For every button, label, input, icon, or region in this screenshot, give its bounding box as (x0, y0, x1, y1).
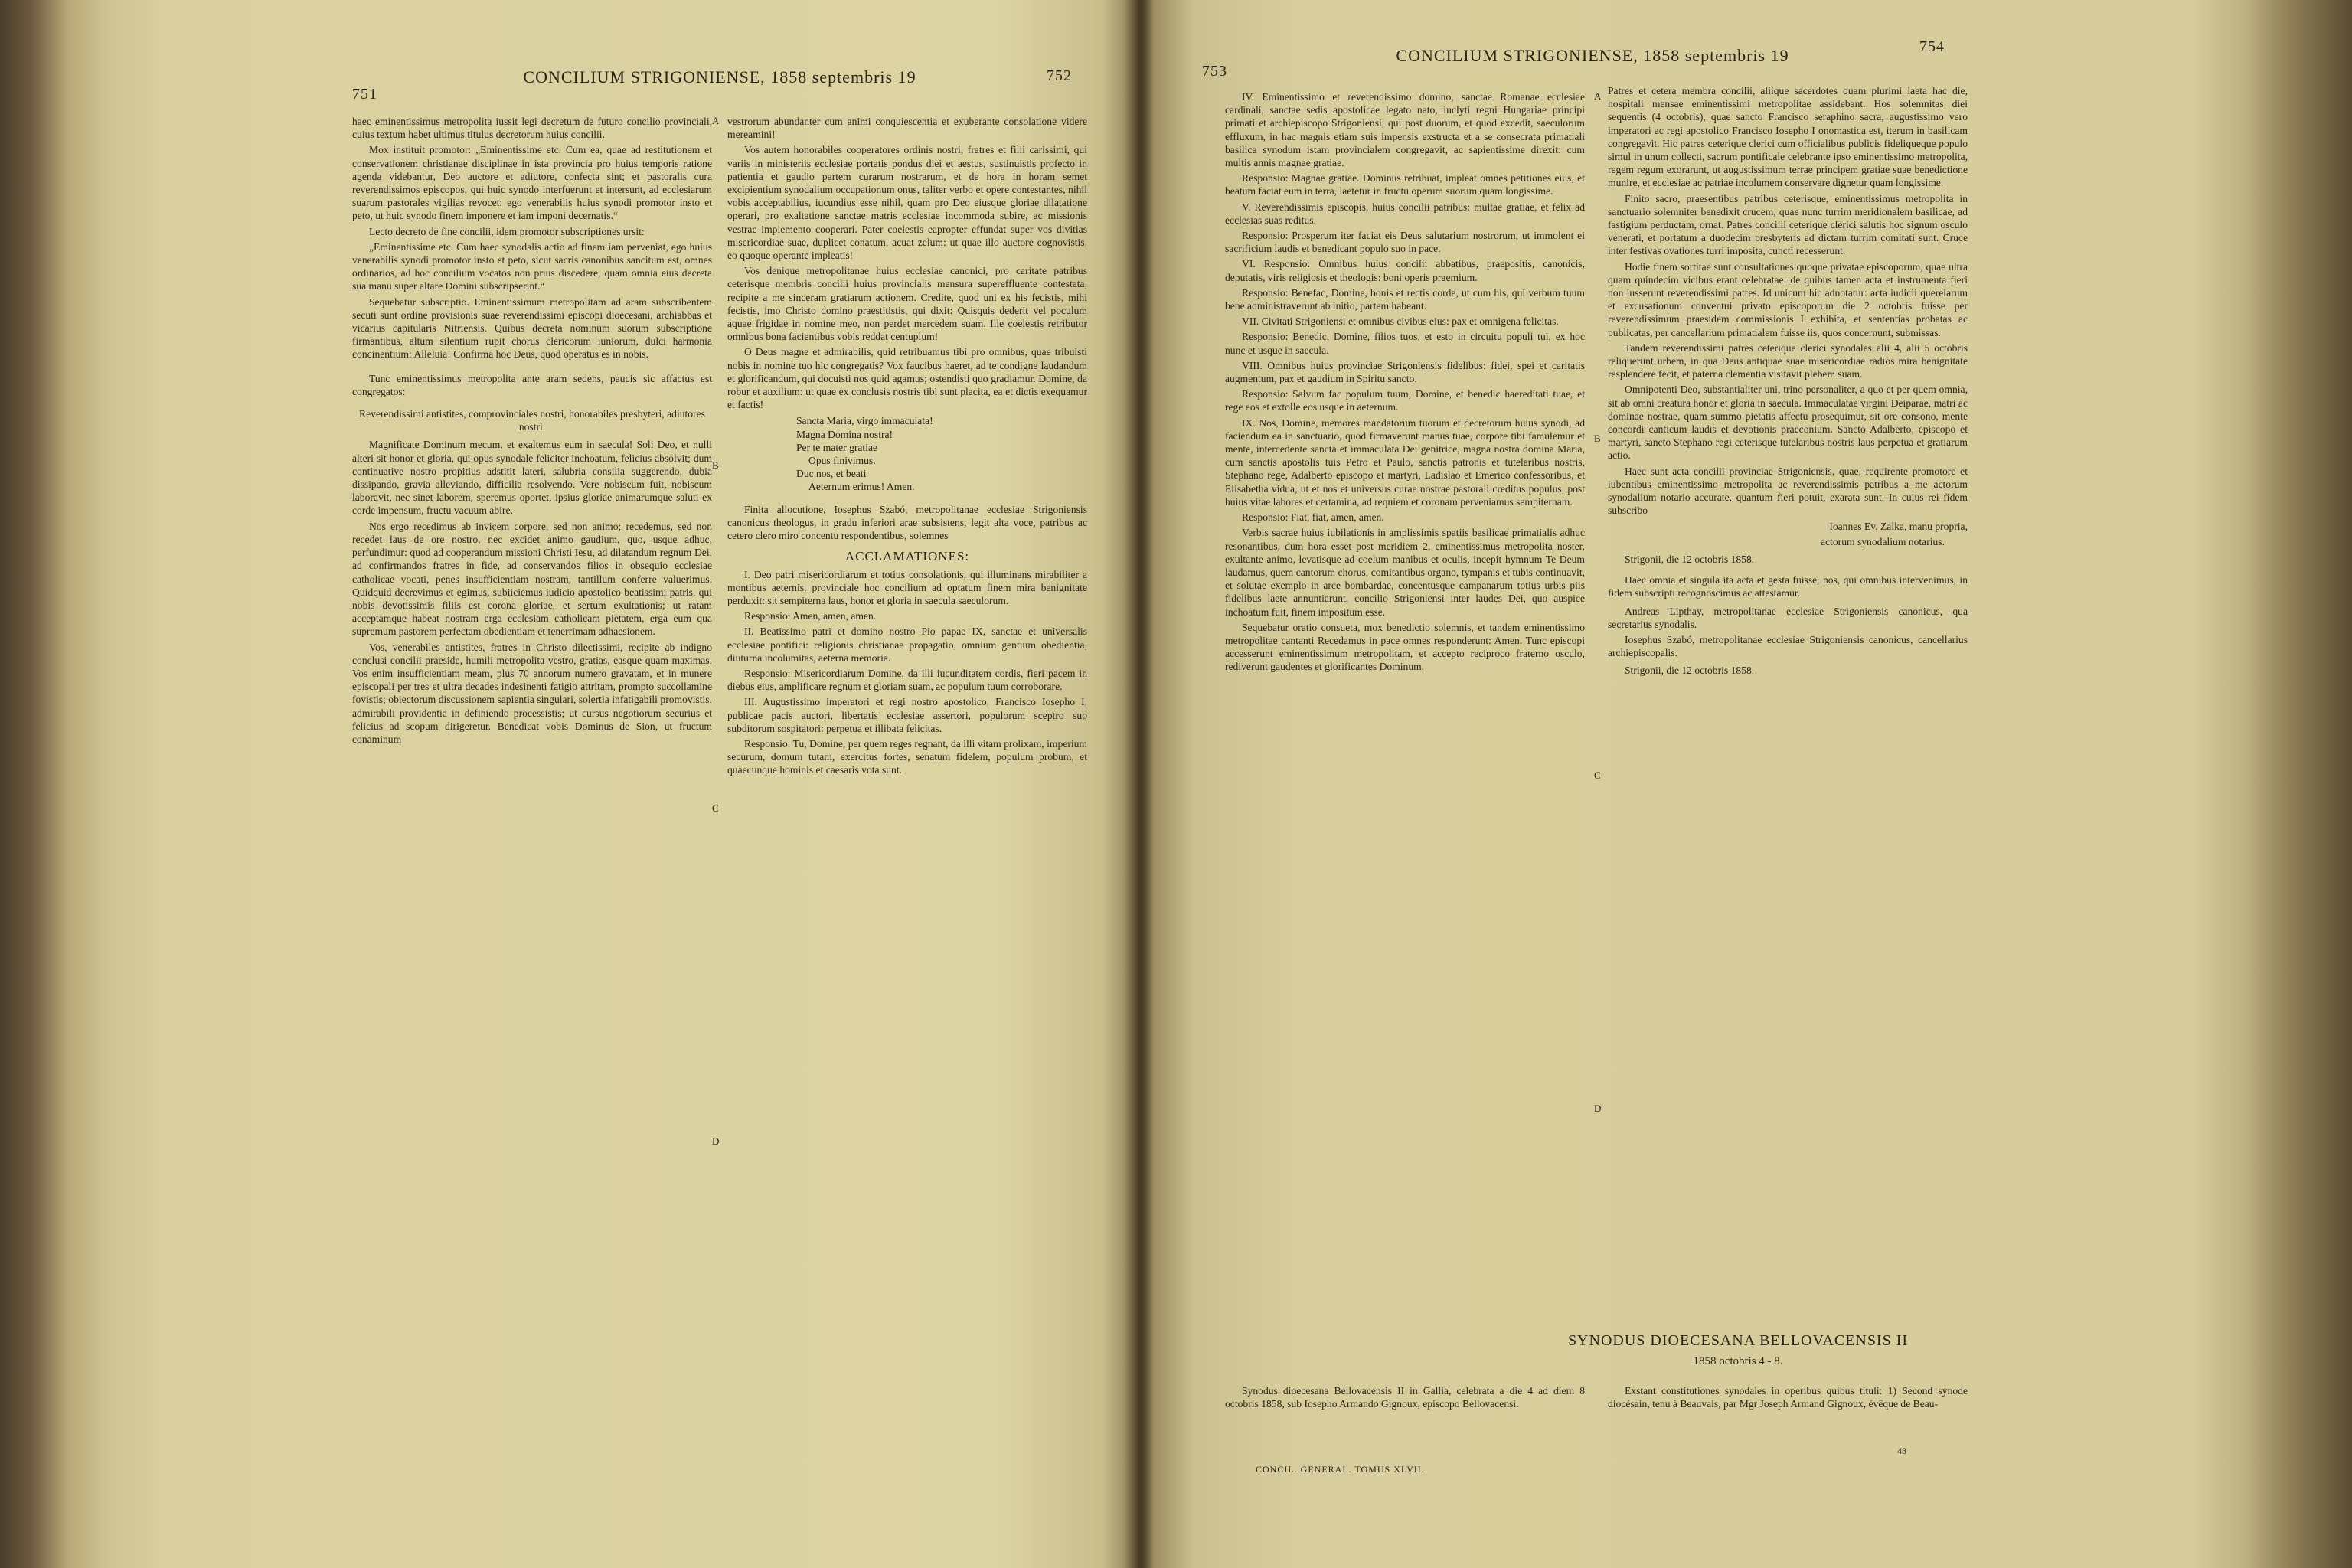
signature: Iosephus Szabó, metropolitanae ecclesiae Strigoniensis canonicus, cancellarius archiepiscopalis. (1608, 633, 1968, 659)
margin-marker: C (1594, 769, 1601, 781)
margin-marker: A (1594, 90, 1602, 102)
signature: actorum synodalium notarius. (1821, 535, 1945, 547)
paragraph: haec eminentissimus metropolita iussit legi decretum de futuro concilio provinciali, cuius textum habet ultimus titulus decretorum huius concilii. (352, 116, 712, 141)
margin-marker: B (1594, 433, 1601, 444)
margin-marker: B (712, 459, 719, 471)
response: Responsio: Magnae gratiae. Dominus retribuat, impleat omnes petitiones eius, et beatum faciat eum in terra, laetetur in fructu operum suorum quam longissime. (1225, 172, 1585, 198)
right-page (1194, 0, 1991, 1568)
paragraph: Mox instituit promotor: „Eminentissime etc. Cum ea, quae ad restitutionem et conservationem christianae disciplinae in ista provincia pro huius temporis ratione agenda videbantur, Deo auctore et adiutore, confecta sint; et pastoralis cura reverendissimos episcopos, qui huic synodo interfuerunt et intersunt, ad ecclesiarum suarum pastorales vigilias revocet: ego venerabilis huius synodi promotor insto et peto, ut huic synodo finem imponere et iam imponi decernatis.“ (352, 144, 712, 222)
section-date: 1858 octobris 4 - 8. (1693, 1355, 1783, 1367)
address-line: Reverendissimi antistites, comprovinciales nostri, honorabiles presbyteri, adiutores nostri. (359, 408, 705, 433)
text-column (352, 115, 712, 748)
hymn-line: Magna Domina nostra! (796, 428, 893, 440)
paragraph: Vos, venerabiles antistites, fratres in Christo dilectissimi, recipite ab indigno conclusi concilii praeside, humili metropolita vestro, gratias, easque quam maximas. Vos enim insufficientiam meam, plus 70 annorum numero gravatam, et in munere episcopali per tres et ultra decades indesinenti fatigio attritam, prompto succollamine fovistis; obiectorum discussionem sapientia singulari, solertia infatigabili promovistis, admirabili providentia in definiendo processistis; ut cursus negotiorum securius et felicius ad scopum dirigeretur. Benedicat vobis Dominus de Sion, ut fructum conaminum (352, 641, 712, 745)
left-page (337, 0, 1102, 1568)
paragraph: Patres et cetera membra concilii, aliique sacerdotes quam plurimi laeta hac die, hospitali mensae eminentissimi metropolitae assidebant. Hos solemnitas diei sequentis (4 octobris), quae sancto Francisco seraphino sacra, augustissimo vero imperatori ac regi apostolico Francisco Iosepho I onomastica est, iterum in basilicam congregavit. Hic patres ceterique clerici cum officialibus publicis fideliqueque populo simul in unum collecti, sacrum pontificale celebrante ipso eminentissimo metropolita, regem regum exorarunt, ut augustissimum terrae principem gratiae suae benedictione munire, et ecclesiae ac patriae incolumem conservare dignetur quam longissime. (1608, 85, 1968, 189)
paragraph: Omnipotenti Deo, substantialiter uni, trino personaliter, a quo et per quem omnia, sit ab omni creatura honor et gloria in saecula. Immaculatae virgini Deiparae, matri ac dominae nostrae, quam summo pietatis affectu prosequimur, sit ore consono, mente concordi canticum laudis et devotionis praeconium. Sancto Adalberto, episcopo et martyri, sancto Stephano regi ceterisque tutelaribus nostris laus perpetua et gratiarum actio. (1608, 384, 1968, 462)
page-number: 753 (1202, 63, 1227, 80)
paragraph: Sequebatur oratio consueta, mox benedictio solemnis, et tandem eminentissimo metropolitae cantanti Recedamus in pace omnes responderunt: Amen. Tunc episcopi accesserunt eminentissimum metropolitam, et accepto reciproco fraterno osculo, rediverunt gaudentes et glorificantes Dominum. (1225, 621, 1585, 673)
paragraph: Vos autem honorabiles cooperatores ordinis nostri, fratres et filii carissimi, qui variis in ministeriis ecclesiae portatis pondus diei et aestus, sustinuistis profecto in patientia et gaudio partem curarum nostrarum, et de hora in horam semet excipientium synodalium occupationum onus, taliter verbo et opere contestantes, nihil vobis acceptabilius, iucundius esse nihil, quam pro Deo eiusque gloriae dilatatione operari, pro exaltatione sanctae matris ecclesiae incommoda subire, ac missionis vestrae implemento cooperari. Pater coelestis eapropter effundat super vos divitias misericordiae suae, duplicet conatum, acuat zelum: ut quae illo auctore cognovistis, eo quoque operante impleatis! (727, 144, 1087, 262)
running-title: CONCILIUM STRIGONIENSE, 1858 septembris 19 (1396, 46, 1789, 65)
hymn (796, 414, 1087, 493)
running-head-right (1194, 38, 1991, 80)
book-gutter (1124, 0, 1155, 1568)
signature: Andreas Lipthay, metropolitanae ecclesiae Strigoniensis canonicus, qua secretarius synodalis. (1608, 605, 1968, 630)
signature: Ioannes Ev. Zalka, manu propria, (1829, 520, 1968, 532)
page-number: 754 (1919, 38, 1945, 55)
date-line: Strigonii, die 12 octobris 1858. (1625, 665, 1755, 677)
printer-signature: CONCIL. GENERAL. TOMUS XLVII. (1256, 1464, 1425, 1475)
date-line: Strigonii, die 12 octobris 1858. (1625, 553, 1755, 565)
acclamation: I. Deo patri misericordiarum et totius consolationis, qui illuminans mirabiliter a montibus aeternis, provinciale hoc concilium ad optatum finem mira benignitate perduxit: sit sempiterna laus, honor et gloria in saecula saeculorum. (727, 568, 1087, 606)
sheet-number: 48 (1897, 1446, 1906, 1456)
acclamation: IX. Nos, Domine, memores mandatorum tuorum et decretorum huius synodi, ad faciendum ea in sanctuario, quod firmaverunt manus tuae, corpore tibi famulemur et mente, intercedente sancta et immaculata Dei genitrice, magna nostra domina Maria, cum sanctis apostolis tuis Petro et Paulo, sanctis patronis et tutelaribus nostris, Stephano rege, Adalberto episcopo et martyri, Ladislao et Emerico confessoribus, et Elisabetha vidua, ut et nos et universus curae nostrae pastorali creditus populus, post huius vitae labores et certamina, ad requiem et coronam perveniamus sempiternam. (1225, 416, 1585, 508)
section-title: SYNODUS DIOECESANA BELLOVACENSIS II (1567, 1332, 1909, 1349)
paragraph: Magnificate Dominum mecum, et exaltemus eum in saecula! Soli Deo, et nulli alteri sit honor et gloria, qui opus synodale feliciter inchoatum, felicius absolvit; dum continuative nostro propitius adstitit lateri, salubria consilia suggerendo, dubia dissipando, gravia alleviando, difficilia resolvendo. Vere nobiscum fuit, nobiscum laboravit, nec sinet laborem, speremus oportet, ipsius gloriae animarumque saluti ex corde impensum, fructu vacuum abire. (352, 439, 712, 517)
text-column (727, 115, 1087, 779)
text-column (1225, 90, 1585, 676)
hymn-line: Duc nos, et beati (796, 468, 867, 480)
margin-marker: D (1594, 1102, 1602, 1114)
paragraph: Nos ergo recedimus ab invicem corpore, sed non animo; recedemus, sed non recedet laus de ore nostro, nec excidet animo gaudium, quo, usque adhuc, perfundimur: quod ad cooperandum missioni Christi Iesu, ad dilatandum regnum Dei, ad confirmandos fratres in fide, ad conservandos filios in obsequio ecclesiae catholicae vocati, penes insufficientiam nostram, tantillum conferre valuerimus. Quidquid decrevimus et egimus, subiiciemus iudicio apostolico beatissimi patris, qui nobis devotissimis filiis est corona gloriae, et sertum exultationis; ut ratam acceptamque habeat nostram erga ecclesiam catholicam pietatem, erga eum qua supremum pastorem perfectam obedientiam et tenerrimam adhaesionem. (352, 520, 712, 638)
acclamation: VIII. Omnibus huius provinciae Strigoniensis fidelibus: fidei, spei et caritatis augmentum, pax et gaudium in Spiritu sancto. (1225, 359, 1585, 385)
acclamation: III. Augustissimo imperatori et regi nostro apostolico, Francisco Iosepho I, publicae pacis auctori, libertatis ecclesiae assertori, populorum sceptro suo subditorum sospitatori: perpetua et illibata felicitas. (727, 696, 1087, 734)
paragraph: Synodus dioecesana Bellovacensis II in Gallia, celebrata a die 4 ad diem 8 octobris 1858, sub Iosepho Armando Gignoux, episcopo Bellovacensi. (1225, 1385, 1585, 1410)
page-number: 751 (352, 86, 377, 103)
running-title: CONCILIUM STRIGONIENSE, 1858 septembris 19 (523, 67, 916, 87)
section-heading: ACCLAMATIONES: (844, 549, 970, 564)
paragraph: Tandem reverendissimi patres ceterique clerici synodales alii 4, alii 5 octobris reliquerunt urbem, in qua Deus antiquae suae misericordiae radios mira benignitate resplendere fecit, et paterna clementia visitavit plebem suam. (1608, 341, 1968, 381)
response: Responsio: Benedic, Domine, filios tuos, et esto in circuitu populi tui, ex hoc nunc et usque in saecula. (1225, 331, 1585, 356)
margin-marker: D (712, 1135, 720, 1147)
paragraph: Finita allocutione, Iosephus Szabó, metropolitanae ecclesiae Strigoniensis canonicus theologus, in gradu inferiori arae subsistens, legit alta voce, patribus ac cetero clero miro concentu respondentibus, solemnes (727, 503, 1087, 542)
paragraph: Sequebatur subscriptio. Eminentissimum metropolitam ad aram subscribentem secuti sunt ordine provisionis suae reverendissimi episcopi dioecesani, archiabbas et vicarius capitularis Nitriensis. Quibus decreta nominum suorum subscriptione firmantibus, altum silentium rupit chorus clericorum iuniorum, dulci harmonia concinentium: Alleluia! Confirma hoc Deus, quod operatus es in nobis. (352, 296, 712, 361)
paragraph: Lecto decreto de fine concilii, idem promotor subscriptiones ursit: (369, 225, 645, 237)
paragraph: Finito sacro, praesentibus patribus ceterisque, eminentissimus metropolita in sanctuario solemniter benedixit crucem, quae nunc turrim meridionalem basilicae, ad fastigium perductam, ornat. Patres concilii ceterique clerici salutis hoc signum osculo venerati, et portatum a duodecim presbyteris ad dictam turrim comitati sunt. Cruce inter festivas ovationes turri imposita, cuncti recesserunt. (1608, 192, 1968, 257)
response: Responsio: Amen, amen, amen. (744, 610, 877, 622)
response: Responsio: Salvum fac populum tuum, Domine, et benedic haereditati tuae, et rege eos et extolle eos usque in aeternum. (1225, 388, 1585, 413)
response: Responsio: Misericordiarum Domine, da illi iucunditatem cordis, fieri pacem in diebus eius, amplificare regnum et gloriam suam, ac populum tuum corroborare. (727, 667, 1087, 693)
text-column (1225, 1384, 1585, 1410)
paragraph: Exstant constitutiones synodales in operibus quibus tituli: 1) Second synode diocésain, tenu à Beauvais, par Mgr Joseph Armand Gignoux, évêque de Beau- (1608, 1385, 1968, 1410)
acclamation: IV. Eminentissimo et reverendissimo domino, sanctae Romanae ecclesiae cardinali, sanctae sedis apostolicae legato nato, inclyti regni Hungariae principi primati et archiepiscopo Strigoniensi, qui post duorum, et quod excedit, saeculorum effluxum, in hac magnis etiam suis impensis exstructa et a se consecrata primatiali basilica synodum istam provincialem congregavit, ac sapientissime direxit: cum multis annis magnae gratiae. (1225, 91, 1585, 169)
hymn-line: Opus finivimus. (808, 455, 876, 467)
acclamation: V. Reverendissimis episcopis, huius concilii patribus: multae gratiae, et felix ad ecclesias suas reditus. (1225, 201, 1585, 226)
paragraph: Haec omnia et singula ita acta et gesta fuisse, nos, qui omnibus intervenimus, in fidem subscripti recognoscimus ac attestamur. (1608, 574, 1968, 599)
text-column (1608, 84, 1968, 680)
paragraph: vestrorum abundanter cum animi conquiescentia et exuberante consolatione videre mereamini! (727, 116, 1087, 141)
margin-marker: C (712, 802, 719, 814)
hymn-line: Sancta Maria, virgo immaculata! (796, 415, 933, 427)
response: Responsio: Tu, Domine, per quem reges regnant, da illi vitam prolixam, imperium securum, domum tutam, exercitus fortes, senatum fidelem, populum probum, et quaecunque hominis et caesaris vota sunt. (727, 737, 1087, 776)
response: Responsio: Fiat, fiat, amen, amen. (1242, 511, 1384, 524)
running-head-left (337, 67, 1102, 103)
paragraph: Vos denique metropolitanae huius ecclesiae canonici, pro caritate patribus ceterisque membris concilii huius provincialis mensura supereffluente contestata, recipite a me sinceram gratiarum actionem. Credite, quod uni ex his fecistis, mihi fecistis, imo Christo domino praestitistis, qui dixit: Quisquis dederit vel poculum aquae frigidae in nomine meo, non perdet mercedem suam. Ille coelestis retributor omnibus bona facientibus vobis reddat centuplum! (727, 265, 1087, 343)
margin-marker: A (712, 115, 720, 126)
page-number: 752 (1047, 67, 1072, 84)
acclamation: VII. Civitati Strigoniensi et omnibus civibus eius: pax et omnigena felicitas. (1242, 315, 1559, 328)
hymn-line: Per te mater gratiae (796, 441, 878, 453)
paragraph: Hodie finem sortitae sunt consultationes quoque privatae episcoporum, quae ultra quam quindecim vicibus erant celebratae: de quibus tamen acta et instrumenta fieri non iusserunt reverendissimi patres. Id unicum hic adnotatur: acta iudicii querelarum et excusationum conventui privato episcoporum die 2 octobris fuisse per reverendissimum praesidem commissionis I exhibita, et sententias probatas ac publicatas, per cancellarium primatialem fuisse iis, quos concernunt, submissas. (1608, 260, 1968, 338)
response: Responsio: Prosperum iter faciat eis Deus salutarium nostrorum, ut immolent ei sacrificium laudis et benedicant populo suo in pace. (1225, 230, 1585, 255)
text-column (1608, 1384, 1968, 1410)
paragraph: Verbis sacrae huius iubilationis in amplissimis spatiis basilicae primatialis adhuc resonantibus, dum hora esset post meridiem 2, eminentissimus metropolita noster, exultante animo, levatisque ad coelum manibus et oculis, incepit hymnum Te Deum laudamus, quem cantorum chorus, comitantibus organo, tympanis et tubis continuavit, et solutae exemplo in arce bombardae, concentusque campanarum totius urbis piis fidelibus laete annuntiarunt, concilio Strigoniensi inter laudes Dei, quo auspice inchoatum fuit, finem impositum esse. (1225, 527, 1585, 618)
response: Responsio: Benefac, Domine, bonis et rectis corde, ut cum his, qui verbum tuum bene administraverunt ab initio, partem habeant. (1225, 286, 1585, 312)
acclamation: II. Beatissimo patri et domino nostro Pio papae IX, sanctae et universalis ecclesiae pontifici: religionis christianae propagatio, omnium gentium obedientia, diuturna incolumitas, aeterna memoria. (727, 626, 1087, 664)
acclamation: VI. Responsio: Omnibus huius concilii abbatibus, praepositis, canonicis, deputatis, viris religiosis et theologis: boni operis praemium. (1225, 258, 1585, 283)
paragraph: O Deus magne et admirabilis, quid retribuamus tibi pro omnibus, quae tribuisti nobis in nomine tuo hic congregatis? Vox faucibus haeret, ad te condigne laudandum et glorificandum, qui docuisti nos quid agamus; ostendisti quo gradiamur. Domine, da robur et auxilium: ut quae ex conclusis nostris tibi sunt placita, ea et dictis exequamur et factis! (727, 346, 1087, 411)
paragraph: „Eminentissime etc. Cum haec synodalis actio ad finem iam perveniat, ego huius venerabilis synodi promotor insto et peto, sicut sacris canonibus sancitum est, omnes ordinarios, ad hoc concilium vocatos non prius discedere, quam omnia eius decreta sua manu super altare Domini subscripserint.“ (352, 240, 712, 292)
paragraph: Tunc eminentissimus metropolita ante aram sedens, paucis sic affactus est congregatos: (352, 372, 712, 397)
hymn-line: Aeternum erimus! Amen. (808, 481, 915, 493)
paragraph: Haec sunt acta concilii provinciae Strigoniensis, quae, requirente promotore et iubentibus eminentissimo metropolita ac reverendissimis patribus a me actorum synodalium notario accurate, quantum fieri potuit, exarata sunt. In cuius rei fidem subscribo (1608, 465, 1968, 517)
